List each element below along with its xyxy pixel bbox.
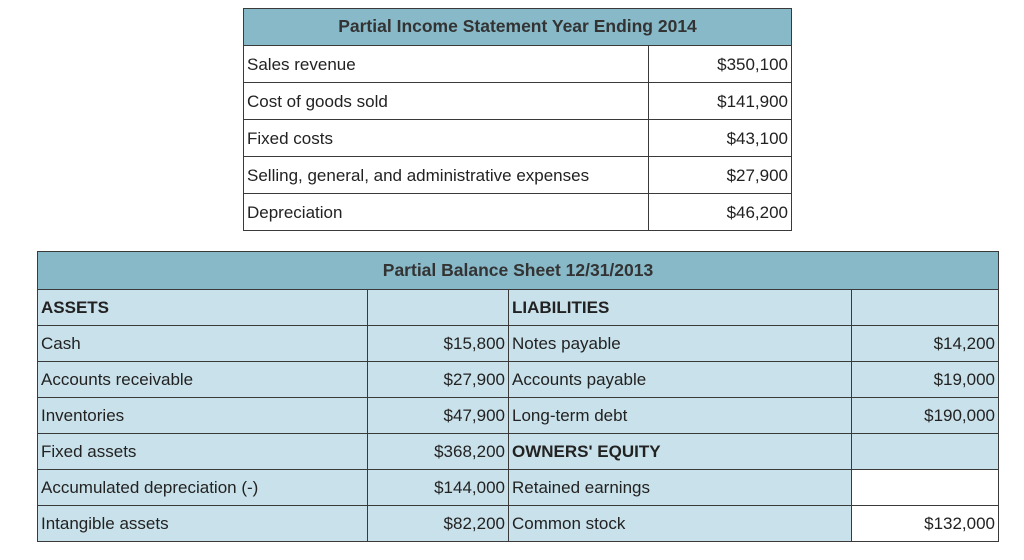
liability-value: $190,000 bbox=[852, 398, 999, 434]
income-row-label: Depreciation bbox=[244, 194, 649, 231]
income-row-value: $141,900 bbox=[649, 83, 792, 120]
asset-value: $82,200 bbox=[368, 506, 509, 542]
empty-cell bbox=[852, 290, 999, 326]
income-row-label: Selling, general, and administrative expenses bbox=[244, 157, 649, 194]
assets-header: ASSETS bbox=[38, 290, 368, 326]
asset-label: Intangible assets bbox=[38, 506, 368, 542]
asset-value: $368,200 bbox=[368, 434, 509, 470]
liability-label: Notes payable bbox=[509, 326, 852, 362]
income-statement-title: Partial Income Statement Year Ending 2014 bbox=[244, 9, 792, 46]
asset-label: Accounts receivable bbox=[38, 362, 368, 398]
income-statement-table bbox=[243, 8, 792, 231]
empty-cell bbox=[368, 290, 509, 326]
liabilities-header: LIABILITIES bbox=[509, 290, 852, 326]
asset-value: $27,900 bbox=[368, 362, 509, 398]
asset-value: $15,800 bbox=[368, 326, 509, 362]
owners-equity-header: OWNERS' EQUITY bbox=[509, 434, 852, 470]
asset-label: Accumulated depreciation (-) bbox=[38, 470, 368, 506]
liability-value: $19,000 bbox=[852, 362, 999, 398]
table-row bbox=[244, 157, 792, 194]
liability-label: Long-term debt bbox=[509, 398, 852, 434]
income-row-value: $43,100 bbox=[649, 120, 792, 157]
table-row bbox=[244, 194, 792, 231]
table-row bbox=[38, 362, 999, 398]
asset-label: Inventories bbox=[38, 398, 368, 434]
table-row bbox=[244, 120, 792, 157]
income-row-label: Cost of goods sold bbox=[244, 83, 649, 120]
empty-cell bbox=[852, 434, 999, 470]
asset-value: $144,000 bbox=[368, 470, 509, 506]
equity-value: $132,000 bbox=[852, 506, 999, 542]
balance-sheet-title: Partial Balance Sheet 12/31/2013 bbox=[38, 252, 999, 290]
liability-label: Accounts payable bbox=[509, 362, 852, 398]
table-row bbox=[38, 434, 999, 470]
table-row bbox=[38, 290, 999, 326]
liability-value: $14,200 bbox=[852, 326, 999, 362]
table-row bbox=[38, 470, 999, 506]
income-row-label: Fixed costs bbox=[244, 120, 649, 157]
income-row-value: $46,200 bbox=[649, 194, 792, 231]
asset-label: Cash bbox=[38, 326, 368, 362]
table-row bbox=[38, 506, 999, 542]
table-row bbox=[244, 46, 792, 83]
asset-label: Fixed assets bbox=[38, 434, 368, 470]
table-row bbox=[38, 326, 999, 362]
income-row-value: $350,100 bbox=[649, 46, 792, 83]
income-row-value: $27,900 bbox=[649, 157, 792, 194]
table-row bbox=[38, 398, 999, 434]
balance-sheet-table bbox=[37, 251, 999, 542]
equity-value bbox=[852, 470, 999, 506]
income-row-label: Sales revenue bbox=[244, 46, 649, 83]
equity-label: Retained earnings bbox=[509, 470, 852, 506]
equity-label: Common stock bbox=[509, 506, 852, 542]
asset-value: $47,900 bbox=[368, 398, 509, 434]
table-row bbox=[244, 83, 792, 120]
